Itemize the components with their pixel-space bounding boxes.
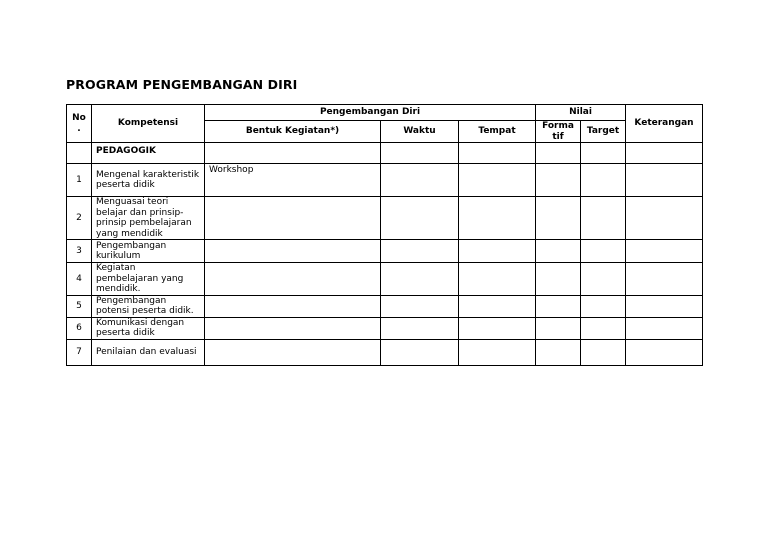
table-row (67, 240, 703, 263)
cell-waktu (381, 295, 459, 317)
cell-target (581, 263, 626, 296)
table-row (67, 164, 703, 197)
cell-kompetensi: Pengembangan kurikulum (92, 240, 205, 263)
cell-bentuk (205, 295, 381, 317)
cell-formatif (536, 263, 581, 296)
header-bentuk-kegiatan: Bentuk Kegiatan*) (205, 121, 381, 143)
cell-no: 3 (67, 240, 92, 263)
cell-bentuk (205, 339, 381, 365)
cell-keterangan (626, 263, 703, 296)
header-formatif: Forma tif (536, 121, 581, 143)
cell-target (581, 317, 626, 339)
section-no-cell (67, 143, 92, 164)
cell-tempat (459, 295, 536, 317)
cell-tempat (459, 240, 536, 263)
cell-kompetensi: Pengembangan potensi peserta didik. (92, 295, 205, 317)
header-target: Target (581, 121, 626, 143)
cell-kompetensi: Kegiatan pembelajaran yang mendidik. (92, 263, 205, 296)
cell-keterangan (626, 240, 703, 263)
cell-bentuk (205, 317, 381, 339)
cell-bentuk (205, 240, 381, 263)
table-row (67, 339, 703, 365)
cell-waktu (381, 263, 459, 296)
cell-formatif (536, 295, 581, 317)
header-pengembangan-diri: Pengembangan Diri (205, 105, 536, 121)
cell-keterangan (626, 317, 703, 339)
cell-kompetensi: Komunikasi dengan peserta didik (92, 317, 205, 339)
header-keterangan: Keterangan (626, 105, 703, 143)
cell-formatif (536, 240, 581, 263)
cell-kompetensi: Menguasai teori belajar dan prinsip-prinsip pembelajaran yang mendidik (92, 197, 205, 240)
cell-keterangan (626, 164, 703, 197)
cell-target (581, 295, 626, 317)
cell-target (581, 164, 626, 197)
table-row (67, 317, 703, 339)
cell-tempat (459, 164, 536, 197)
cell-waktu (381, 317, 459, 339)
cell-waktu (381, 339, 459, 365)
cell-keterangan (626, 339, 703, 365)
cell-waktu (381, 240, 459, 263)
cell-keterangan (626, 197, 703, 240)
cell-bentuk (205, 263, 381, 296)
section-row (67, 143, 703, 164)
cell-bentuk (205, 197, 381, 240)
header-kompetensi: Kompetensi (92, 105, 205, 143)
cell-keterangan (626, 295, 703, 317)
cell-no: 5 (67, 295, 92, 317)
cell-kompetensi: Penilaian dan evaluasi (92, 339, 205, 365)
cell-waktu (381, 164, 459, 197)
header-waktu: Waktu (381, 121, 459, 143)
cell-no: 6 (67, 317, 92, 339)
section-label: PEDAGOGIK (92, 143, 205, 164)
table-row (67, 263, 703, 296)
cell-formatif (536, 197, 581, 240)
header-tempat: Tempat (459, 121, 536, 143)
cell-no: 2 (67, 197, 92, 240)
header-nilai: Nilai (536, 105, 626, 121)
cell-waktu (381, 197, 459, 240)
cell-no: 1 (67, 164, 92, 197)
cell-target (581, 339, 626, 365)
cell-kompetensi: Mengenal karakteristik peserta didik (92, 164, 205, 197)
header-no: No . (67, 105, 92, 143)
table-row (67, 295, 703, 317)
cell-formatif (536, 339, 581, 365)
cell-target (581, 240, 626, 263)
cell-formatif (536, 164, 581, 197)
cell-bentuk: Workshop (205, 164, 381, 197)
cell-tempat (459, 339, 536, 365)
cell-no: 4 (67, 263, 92, 296)
table-row (67, 197, 703, 240)
page-title: PROGRAM PENGEMBANGAN DIRI (66, 77, 298, 92)
cell-tempat (459, 197, 536, 240)
cell-tempat (459, 317, 536, 339)
development-program-table (66, 104, 703, 366)
cell-no: 7 (67, 339, 92, 365)
cell-tempat (459, 263, 536, 296)
cell-target (581, 197, 626, 240)
cell-formatif (536, 317, 581, 339)
